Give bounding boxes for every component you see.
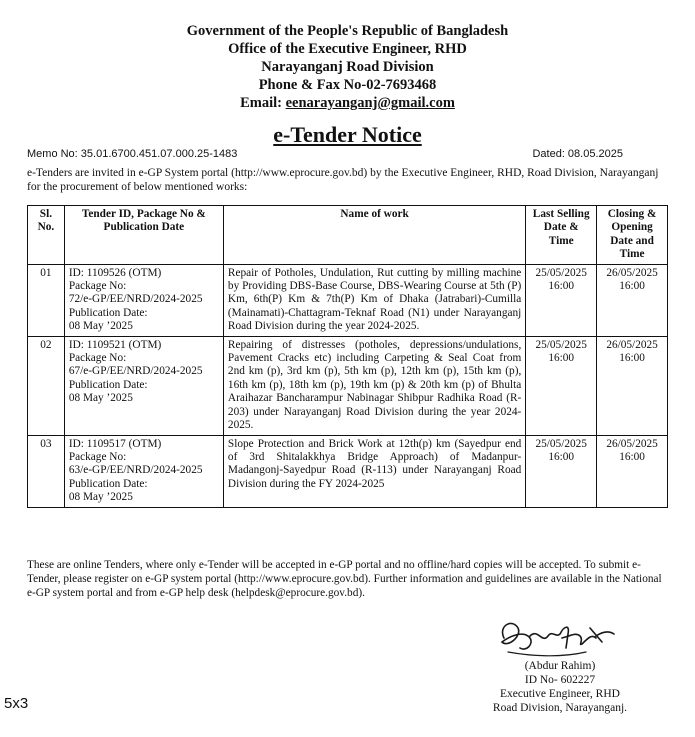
- office-line: Office of the Executive Engineer, RHD: [228, 41, 467, 57]
- signature-image: [490, 608, 630, 666]
- signatory-office: Road Division, Narayanganj.: [492, 702, 628, 714]
- last-selling-time: 16:00: [548, 352, 575, 365]
- tender-table: [27, 205, 668, 508]
- header-last-selling: Last Selling Date & Time: [526, 206, 597, 265]
- memo-number: Memo No: 35.01.6700.451.07.000.25-1483: [27, 148, 238, 160]
- row-last-selling: [526, 435, 597, 507]
- last-selling-date: 25/05/2025: [535, 266, 587, 279]
- row-closing: [597, 435, 668, 507]
- email-address[interactable]: eenarayanganj@gmail.com: [285, 95, 455, 111]
- publication-label: Publication Date:: [68, 378, 148, 391]
- govt-line: Government of the People's Republic of Bangladesh: [186, 23, 509, 39]
- row-tender-info: [64, 264, 223, 336]
- last-selling-time: 16:00: [548, 450, 575, 463]
- table-header-row: [28, 206, 668, 265]
- email-label: Email:: [240, 95, 286, 111]
- header-sl: Sl. No.: [28, 206, 65, 265]
- publication-label: Publication Date:: [68, 306, 148, 319]
- package-number: 67/e-GP/EE/NRD/2024-2025: [68, 365, 203, 378]
- closing-date: 26/05/2025: [606, 338, 658, 351]
- package-label: Package No:: [68, 450, 127, 463]
- row-tender-info: [64, 435, 223, 507]
- package-label: Package No:: [68, 280, 127, 293]
- signature-block: [470, 659, 650, 715]
- row-closing: [597, 264, 668, 336]
- last-selling-time: 16:00: [548, 280, 575, 293]
- size-code: 5x3: [4, 695, 29, 712]
- tender-id: ID: 1109521 (OTM): [68, 338, 162, 351]
- header-work: Name of work: [223, 206, 525, 265]
- row-sl: 01: [28, 264, 65, 336]
- row-work: Repair of Potholes, Undulation, Rut cutting by milling machine by Providing DBS-Base Course, DBS-Wearing Course at 5th (P) Km, 6th(P) Km & 7th(P) Km of Dhaka (Jatrabari)-Cumilla (Mainamati)-Chattagram-Teknaf Road (N1) under Narayanganj Road Division during the year 2024-2025.: [223, 264, 525, 336]
- table-row: [28, 435, 668, 507]
- row-sl: 02: [28, 336, 65, 435]
- division-line: Narayanganj Road Division: [261, 59, 434, 75]
- row-work: Repairing of distresses (potholes, depressions/undulations, Pavement Cracks etc) including Carpeting & Seal Coat from 2nd km (p), 3rd km (p), 5th km (p), 12th km (p), 15th km (p), 16th km (p), 18th km (p), 19th km (p) & 20th km (p) of Bhulta Araihazar Bancharampur Nabinagar Shibpur Radhika Road (R-203) under Narayanganj Road Division during the year 2024-2025.: [223, 336, 525, 435]
- signatory-name: (Abdur Rahim): [524, 660, 596, 672]
- row-tender-info: [64, 336, 223, 435]
- tender-id: ID: 1109526 (OTM): [68, 266, 162, 279]
- last-selling-date: 25/05/2025: [535, 437, 587, 450]
- closing-time: 16:00: [619, 280, 645, 293]
- tender-id: ID: 1109517 (OTM): [68, 437, 162, 450]
- publication-date: 08 May ’2025: [68, 392, 133, 405]
- publication-label: Publication Date:: [68, 477, 148, 490]
- phone-line: Phone & Fax No-02-7693468: [258, 77, 437, 93]
- row-work: Slope Protection and Brick Work at 12th(p) km (Sayedpur end of 3rd Shitalakkhya Bridge Approach) of Madanpur-Madangonj-Sayedpur Road (R-113) under Narayanganj Road Division during the FY 2024-2025: [223, 435, 525, 507]
- page-title: e-Tender Notice: [273, 122, 422, 147]
- last-selling-date: 25/05/2025: [535, 338, 587, 351]
- row-last-selling: [526, 336, 597, 435]
- signatory-id: ID No- 602227: [524, 674, 596, 686]
- table-row: [28, 264, 668, 336]
- publication-date: 08 May ’2025: [68, 320, 133, 333]
- intro-paragraph: e-Tenders are invited in e-GP System portal (http://www.eprocure.gov.bd) by the Executive Engineer, RHD, Road Division, Narayanganj for the procurement of below mentioned works:: [27, 167, 659, 193]
- row-sl: 03: [28, 435, 65, 507]
- closing-date: 26/05/2025: [606, 437, 658, 450]
- package-number: 72/e-GP/EE/NRD/2024-2025: [68, 293, 203, 306]
- closing-time: 16:00: [619, 450, 645, 463]
- row-last-selling: [526, 264, 597, 336]
- publication-date: 08 May ’2025: [68, 491, 133, 504]
- header-tender: Tender ID, Package No & Publication Date: [64, 206, 223, 265]
- email-line: [0, 94, 695, 112]
- notice-date: Dated: 08.05.2025: [532, 148, 623, 160]
- signatory-designation: Executive Engineer, RHD: [500, 688, 620, 700]
- notice-header: [0, 22, 695, 112]
- closing-date: 26/05/2025: [606, 266, 658, 279]
- package-label: Package No:: [68, 352, 127, 365]
- package-number: 63/e-GP/EE/NRD/2024-2025: [68, 464, 203, 477]
- table-row: [28, 336, 668, 435]
- row-closing: [597, 336, 668, 435]
- closing-time: 16:00: [619, 352, 645, 365]
- footer-paragraph: These are online Tenders, where only e-Tender will be accepted in e-GP portal and no offline/hard copies will be accepted. To submit e-Tender, please register on e-GP system portal (http://www.eprocure.gov.bd). Further information and guidelines are available in the National e-GP system portal and from e-GP help desk (helpdesk@eprocure.gov.bd).: [27, 559, 662, 599]
- header-closing: Closing & Opening Date and Time: [597, 206, 668, 265]
